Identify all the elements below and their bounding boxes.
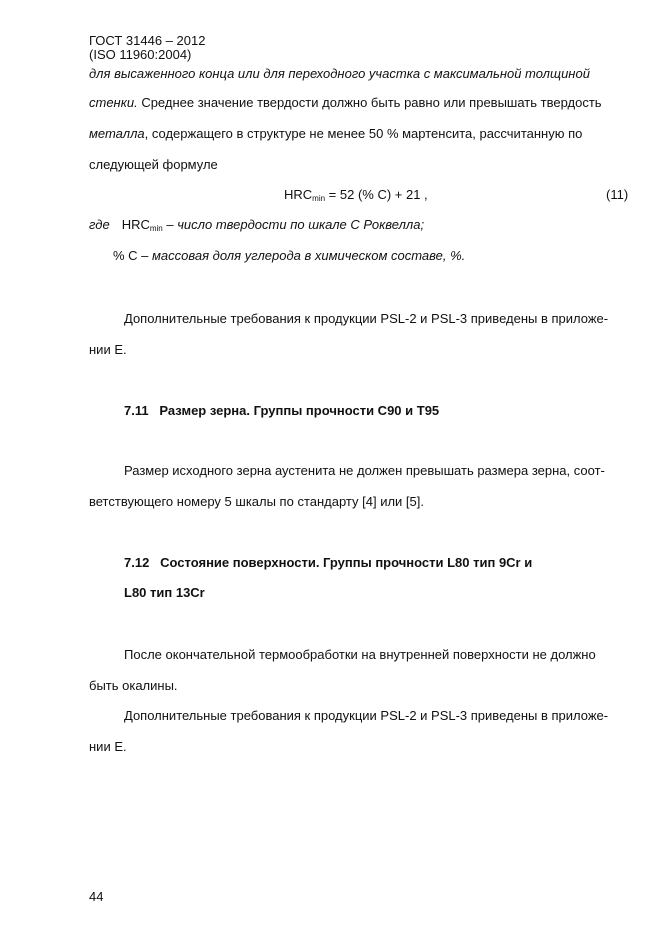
section-heading: 7.12 Состояние поверхности. Группы прочности L80 тип 9Cr и bbox=[124, 555, 533, 570]
section-heading: L80 тип 13Cr bbox=[124, 585, 205, 600]
paragraph-line: Размер исходного зерна аустенита не должен превышать размера зерна, соот- bbox=[124, 463, 605, 478]
formula-number: (11) bbox=[606, 187, 629, 202]
paragraph-line: для высаженного конца или для переходного участка с максимальной толщиной bbox=[89, 66, 590, 81]
italic-text: стенки. bbox=[89, 95, 138, 110]
formula bbox=[284, 187, 428, 202]
paragraph-line: быть окалины. bbox=[89, 678, 178, 693]
text: Среднее значение твердости должно быть равно или превышать твердость bbox=[137, 95, 602, 110]
paragraph-line: нии Е. bbox=[89, 739, 127, 754]
paragraph-line: ветствующего номеру 5 шкалы по стандарту [4] или [5]. bbox=[89, 494, 424, 509]
where-symbol: % С bbox=[113, 248, 138, 263]
formula-subscript: min bbox=[312, 194, 326, 203]
paragraph-line: Дополнительные требования к продукции PSL-2 и PSL-3 приведены в приложе- bbox=[124, 708, 609, 723]
where-word: где bbox=[89, 217, 110, 232]
where-line bbox=[89, 217, 424, 232]
italic-text: металла bbox=[89, 126, 145, 141]
where-description: – число твердости по шкале С Роквелла; bbox=[162, 217, 425, 232]
where-subscript: min bbox=[149, 224, 163, 233]
paragraph-line: Дополнительные требования к продукции PSL-2 и PSL-3 приведены в приложе- bbox=[124, 311, 609, 326]
formula-expression: = 52 (% C) + 21 , bbox=[325, 187, 428, 202]
page-number: 44 bbox=[89, 889, 104, 904]
paragraph-line: После окончательной термообработки на внутренней поверхности не должно bbox=[124, 647, 596, 662]
iso-reference: (ISO 11960:2004) bbox=[89, 47, 192, 62]
paragraph-line: нии Е. bbox=[89, 342, 127, 357]
paragraph-line bbox=[89, 126, 582, 141]
text: , содержащего в структуре не менее 50 % мартенсита, рассчитанную по bbox=[144, 126, 583, 141]
where-line bbox=[113, 248, 465, 263]
paragraph-line: следующей формуле bbox=[89, 157, 218, 172]
paragraph-line bbox=[89, 95, 602, 110]
where-description: – массовая доля углерода в химическом составе, %. bbox=[137, 248, 466, 263]
where-symbol: HRC bbox=[121, 217, 150, 232]
formula-symbol: HRC bbox=[284, 187, 313, 202]
section-heading: 7.11 Размер зерна. Группы прочности С90 и Т95 bbox=[124, 403, 440, 418]
document-code: ГОСТ 31446 – 2012 bbox=[89, 33, 206, 48]
